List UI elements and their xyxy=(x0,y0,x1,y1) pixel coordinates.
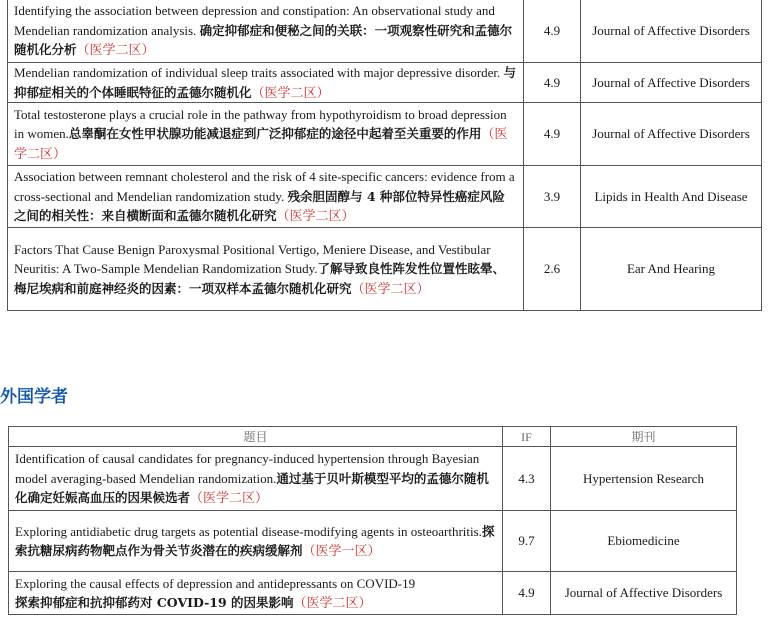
section-heading: 外国学者 xyxy=(0,387,68,407)
column-header-journal: 期刊 xyxy=(551,427,737,447)
journal-name-cell: Ear And Hearing xyxy=(581,228,762,311)
journal-tier-tag: （医学二区） xyxy=(293,595,372,610)
journal-name-cell: Ebiomedicine xyxy=(551,511,737,572)
journal-tier-tag: （医学二区） xyxy=(276,208,355,224)
column-header-if: IF xyxy=(503,427,551,447)
paper-title-en: Factors That Cause Benign Paroxysmal Positional Vertigo, Meniere Disease, and Vestibular Neuritis: A Two-Sample Mendelian Randomization Study. xyxy=(14,241,491,277)
paper-title-en: Exploring antidiabetic drug targets as potential disease-modifying agents in osteoarthritis. xyxy=(15,523,482,539)
paper-title-cn: 与抑郁症相关的个体睡眠特征的孟德尔随机化 xyxy=(14,65,517,100)
journal-name-cell: Journal of Affective Disorders xyxy=(581,63,762,103)
table-row xyxy=(8,166,762,228)
journal-tier-tag: （医学二区） xyxy=(76,42,155,58)
impact-factor-cell: 9.7 xyxy=(503,511,551,572)
paper-title-cn: 总睾酮在女性甲状腺功能减退症到广泛抑郁症的途径中起着至关重要的作用 xyxy=(68,126,482,142)
table-row xyxy=(8,0,762,63)
paper-title-cell xyxy=(8,103,524,166)
paper-title-cn: 探索抗糖尿病药物靶点作为骨关节炎潜在的疾病缓解剂 xyxy=(15,523,495,558)
paper-title-cell xyxy=(9,572,503,615)
paper-title-en: Identification of causal candidates for pregnancy-induced hypertension through Bayesian model averaging-based Mendelian randomization. xyxy=(15,451,480,486)
journal-name-cell: Journal of Affective Disorders xyxy=(581,0,762,63)
paper-title-cell xyxy=(8,228,524,311)
table-row xyxy=(9,511,737,572)
paper-title-cell xyxy=(8,166,524,228)
paper-title-cn: 了解导致良性阵发性位置性眩晕、梅尼埃病和前庭神经炎的因素：一项双样本孟德尔随机化研究 xyxy=(14,261,505,296)
publications-table-domestic xyxy=(7,0,762,311)
table-row xyxy=(8,228,762,311)
journal-name-cell: Journal of Affective Disorders xyxy=(551,572,737,615)
table-row xyxy=(8,63,762,103)
table-row xyxy=(8,103,762,166)
impact-factor-cell: 4.3 xyxy=(503,447,551,511)
impact-factor-cell: 2.6 xyxy=(524,228,581,311)
paper-title-en: Identifying the association between depression and constipation: An observational study and Mendelian randomization analysis. xyxy=(14,3,495,38)
table-row xyxy=(9,572,737,615)
paper-title-en: Mendelian randomization of individual sleep traits associated with major depressive disorder. xyxy=(14,65,501,80)
paper-title-cn: 确定抑郁症和便秘之间的关联：一项观察性研究和孟德尔随机化分析 xyxy=(14,22,513,58)
paper-title-cn: 残余胆固醇与 4 种部位特异性癌症风险之间的相关性：来自横断面和孟德尔随机化研究 xyxy=(14,188,505,224)
paper-title-cn: 探索抑郁症和抗抑郁药对 COVID-19 的因果影响 xyxy=(15,595,294,610)
paper-title-en: Total testosterone plays a crucial role in the pathway from hypothyroidism to broad depression in women. xyxy=(14,106,507,142)
impact-factor-cell: 4.9 xyxy=(524,63,581,103)
table-row xyxy=(9,447,737,511)
journal-name-cell: Hypertension Research xyxy=(551,447,737,511)
journal-tier-tag: （医学二区） xyxy=(251,84,330,100)
impact-factor-cell: 4.9 xyxy=(524,0,581,63)
journal-tier-tag: （医学二区） xyxy=(190,490,269,506)
impact-factor-cell: 3.9 xyxy=(524,166,581,228)
paper-title-cell xyxy=(8,0,524,63)
paper-title-en: Exploring the causal effects of depression and antidepressants on COVID-19 xyxy=(15,575,416,591)
paper-title-cell xyxy=(9,447,503,511)
journal-tier-tag: （医学一区） xyxy=(302,543,381,558)
column-header-title: 题目 xyxy=(9,427,503,447)
journal-name-cell: Journal of Affective Disorders xyxy=(581,103,762,166)
paper-title-cn: 通过基于贝叶斯模型平均的孟德尔随机化确定妊娠高血压的因果候选者 xyxy=(15,470,489,506)
paper-title-cell xyxy=(8,63,524,103)
table-header-row xyxy=(9,427,737,447)
journal-tier-tag: （医学二区） xyxy=(14,126,508,161)
journal-tier-tag: （医学二区） xyxy=(351,280,430,296)
publications-table-foreign xyxy=(8,426,737,615)
paper-title-en: Association between remnant cholesterol and the risk of 4 site-specific cancers: evidence from a cross-sectional and Mendelian randomization study. xyxy=(14,169,515,204)
impact-factor-cell: 4.9 xyxy=(524,103,581,166)
paper-title-cell xyxy=(9,511,503,572)
impact-factor-cell: 4.9 xyxy=(503,572,551,615)
journal-name-cell: Lipids in Health And Disease xyxy=(581,166,762,228)
